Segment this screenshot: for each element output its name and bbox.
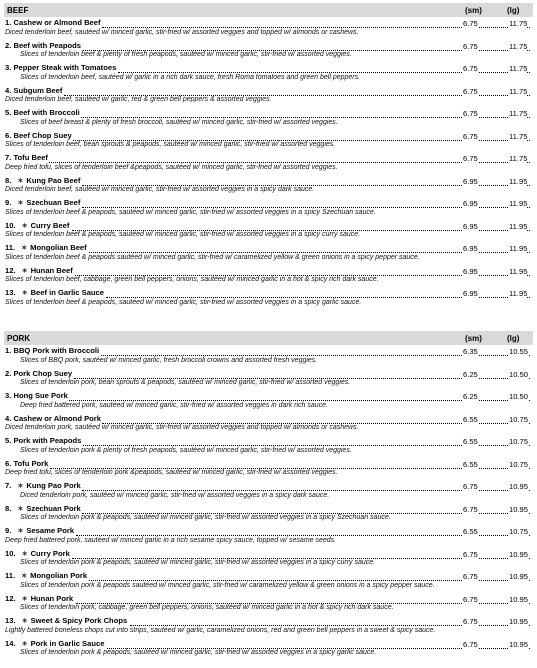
menu-item-heading <box>4 41 533 51</box>
item-name: Szechuan Beef <box>26 198 81 207</box>
menu-item[interactable] <box>4 615 533 638</box>
menu-item-heading <box>4 266 533 276</box>
item-description: Slices of tenderloin pork & plenty of fresh peapods, sautéed w/ minced garlic, stir-fried w/ assorted veggies. <box>20 446 352 454</box>
price-large: 10.55 <box>509 347 529 356</box>
menu-item-heading <box>4 108 533 118</box>
menu-item[interactable] <box>4 197 533 220</box>
item-number: 6. <box>5 130 12 140</box>
item-description: Deep fried battered pork, sautéed w/ minced garlic in a rich sesame spicy sauce, topped w/ sesame seeds. <box>5 536 337 544</box>
price-large: 11.75 <box>509 86 528 96</box>
item-description: Slices of tenderloin beef & peapods, sautéed w/ minced garlic, stir-fried w/ assorted veggies in a spicy curry sauce. <box>5 231 361 238</box>
menu-item[interactable] <box>4 593 533 616</box>
item-name: Mongolian Beef <box>30 243 87 252</box>
item-number: 10. <box>5 220 16 230</box>
price-large: 11.75 <box>509 41 528 51</box>
chili-pepper-icon: ✶ <box>21 550 28 558</box>
chili-pepper-icon: ✶ <box>21 222 28 230</box>
price-small: 6.35 <box>463 347 478 356</box>
chili-pepper-icon: ✶ <box>21 267 28 275</box>
menu-item-heading <box>4 243 533 253</box>
price-small: 6.75 <box>463 482 478 491</box>
item-description: Diced tenderloin beef, sautéed w/ minced garlic, stir-fried w/ assorted veggies and topped w/ almonds or cashews. <box>5 28 359 36</box>
price-small: 6.55 <box>463 459 478 469</box>
item-description: Slices of tenderloin beef & peapods sautéed w/ minced garlic, stir-fried w/ caramelized yellow & green onions in a spicy pepper sauce. <box>5 253 420 261</box>
price-large: 11.75 <box>509 64 528 73</box>
chili-pepper-icon: ✶ <box>17 177 24 185</box>
chili-pepper-icon: ✶ <box>21 290 28 297</box>
item-description: Slices of tenderloin beef, bean sprouts & peapods, sautéed w/ minced garlic, stir-fried w/ assorted veggies. <box>5 141 336 148</box>
menu-item-heading <box>4 176 533 186</box>
large-size-label: (lg) <box>507 333 520 343</box>
price-small: 6.75 <box>463 639 478 649</box>
menu-item-heading <box>4 198 533 208</box>
item-description: Deep fried battered pork, sautéed w/ minced garlic, stir-fried w/ assorted veggies in dark rich sauce. <box>20 401 329 409</box>
menu-item[interactable] <box>4 220 533 243</box>
chili-pepper-icon: ✶ <box>21 640 28 648</box>
item-number: 1. <box>5 346 12 355</box>
menu-item[interactable] <box>4 265 533 288</box>
item-description: Diced tenderloin beef, sautéed w/ minced garlic, stir-fried w/ assorted veggies in a spicy dark sauce. <box>5 186 315 193</box>
item-name: Kung Pao Pork <box>26 481 81 490</box>
menu-item[interactable] <box>4 62 533 85</box>
price-small: 6.95 <box>463 244 478 253</box>
menu-item[interactable] <box>4 435 533 458</box>
item-name: Pork Chop Suey <box>13 368 73 378</box>
section-title: BEEF <box>7 5 29 15</box>
chili-pepper-icon: ✶ <box>17 528 24 535</box>
price-small: 6.55 <box>463 437 478 446</box>
item-name: Beef with Broccoli <box>13 108 80 117</box>
price-large: 10.50 <box>509 392 529 401</box>
item-description: Slices of beef breast & plenty of fresh broccoli, sautéed w/ minced garlic, stir-fried w/ assorted veggies. <box>20 118 338 126</box>
price-small: 6.25 <box>463 392 478 401</box>
item-description: Lightly battered boneless chops cut into strips, sautéed w/ garlic, caramelized onions, red and green bell peppers in a sweet & spicy sauce. <box>5 626 436 634</box>
price-large: 10.75 <box>509 414 529 424</box>
item-number: 3. <box>5 391 12 400</box>
section-header <box>4 3 533 17</box>
menu-item[interactable] <box>4 525 533 548</box>
item-number: 6. <box>5 458 12 468</box>
menu-item[interactable] <box>4 368 533 391</box>
price-small: 6.75 <box>463 154 478 163</box>
price-large: 10.95 <box>509 572 529 581</box>
menu-item[interactable] <box>4 413 533 436</box>
item-name: Hong Sue Pork <box>13 391 68 400</box>
item-number: 9. <box>5 198 12 207</box>
menu-item-heading <box>4 369 533 379</box>
menu-item[interactable] <box>4 242 533 265</box>
item-name: Kung Pao Beef <box>26 175 81 185</box>
price-large: 10.95 <box>509 504 529 514</box>
menu-item-heading <box>4 436 533 446</box>
item-name: BBQ Pork with Broccoli <box>13 346 100 355</box>
menu-item-heading <box>4 571 533 581</box>
menu-item-heading <box>4 414 533 424</box>
item-description: Diced tenderloin beef, sautéed w/ garlic, red & green bell peppers & assorted veggies. <box>5 96 272 103</box>
price-small: 6.25 <box>463 369 478 379</box>
item-name: Szechuan Pork <box>26 503 81 513</box>
section-header <box>4 331 533 345</box>
item-name: Cashew or Almond Beef <box>13 18 101 27</box>
menu-item[interactable] <box>4 107 533 130</box>
item-name: Beef Chop Suey <box>13 130 72 140</box>
menu-item[interactable] <box>4 345 533 368</box>
item-number: 7. <box>5 153 12 162</box>
item-number: 4. <box>5 85 12 95</box>
item-description: Slices of BBQ pork, sautéed w/ minced garlic, fresh broccoli crowns and assorted fresh veggies. <box>20 356 318 364</box>
item-number: 2. <box>5 368 12 378</box>
price-small: 6.95 <box>463 199 478 208</box>
menu-item-heading <box>4 288 533 298</box>
menu-item-heading <box>4 594 533 604</box>
item-description: Deep fried tofu, slices of tenderloin pork &peapods, sautéed w/ minced garlic, stir-fried w/ assorted veggies. <box>5 469 338 476</box>
price-large: 10.75 <box>509 527 529 536</box>
item-description: Deep fried tofu, slices of tenderloin beef &peapods, sautéed w/ minced garlic, stir-fried w/ assorted veggies. <box>5 163 338 171</box>
price-large: 10.95 <box>509 594 529 604</box>
item-number: 8. <box>5 175 12 185</box>
menu-item[interactable] <box>4 638 533 661</box>
item-name: Curry Pork <box>30 548 70 558</box>
item-number: 3. <box>5 63 12 72</box>
item-number: 4. <box>5 413 12 423</box>
menu-item-heading <box>4 639 533 649</box>
price-large: 11.95 <box>509 199 528 208</box>
large-size-label: (lg) <box>507 5 520 15</box>
price-large: 10.75 <box>509 459 529 469</box>
price-large: 11.75 <box>509 131 528 141</box>
price-large: 11.95 <box>509 244 528 253</box>
item-description: Slices of tenderloin pork & peapods, sautéed w/ minced garlic, stir-fried w/ assorted veggies in a spicy Szechuan sauce. <box>20 514 391 521</box>
price-small: 6.95 <box>463 266 478 276</box>
price-small: 6.75 <box>463 617 478 626</box>
item-description: Slices of tenderloin beef & peapods, sautéed w/ minced garlic, stir-fried w/ assorted veggies in a spicy garlic sauce. <box>5 298 362 306</box>
item-description: Slices of tenderloin beef, cabbage, green bell peppers, onions, sautéed w/ minced garlic in a hot & spicy rich dark sauce. <box>5 276 379 283</box>
item-name: Pork with Peapods <box>13 436 82 445</box>
item-description: Slices of tenderloin beef & peapods, sautéed w/ minced garlic, stir-fried w/ assorted veggies in a spicy Szechuan sauce. <box>5 208 376 216</box>
item-description: Slices of tenderloin pork, cabbage, green bell peppers, onions, sautéed w/ minced garlic in a hot & spicy rich dark sauce. <box>20 604 394 611</box>
price-small: 6.75 <box>463 109 478 118</box>
menu-item[interactable] <box>4 458 533 481</box>
menu-item-heading <box>4 459 533 469</box>
item-name: Sesame Pork <box>26 526 75 535</box>
chili-pepper-icon: ✶ <box>21 245 28 252</box>
price-large: 11.95 <box>509 176 528 186</box>
menu-item[interactable] <box>4 503 533 526</box>
price-large: 11.95 <box>509 221 528 231</box>
item-number: 1. <box>5 18 12 27</box>
price-large: 10.95 <box>509 639 529 649</box>
price-large: 10.95 <box>509 482 529 491</box>
price-small: 6.55 <box>463 527 478 536</box>
item-name: Pepper Steak with Tomatoes <box>13 63 117 72</box>
menu-item-heading <box>4 63 533 73</box>
item-number: 2. <box>5 40 12 50</box>
price-large: 11.95 <box>509 289 528 298</box>
price-large: 11.95 <box>509 266 528 276</box>
item-number: 14. <box>5 638 16 648</box>
menu-item-heading <box>4 391 533 401</box>
item-number: 5. <box>5 436 12 445</box>
menu-item[interactable] <box>4 152 533 175</box>
price-small: 6.55 <box>463 414 478 424</box>
item-name: Mongolian Pork <box>30 571 88 580</box>
chili-pepper-icon: ✶ <box>21 618 28 625</box>
beef-section <box>4 3 533 310</box>
price-small: 6.95 <box>463 176 478 186</box>
item-description: Slices of tenderloin beef & plenty of fresh peapods, sautéed w/ minced garlic, stir-fried w/ assorted veggies. <box>20 51 352 58</box>
item-name: Beef in Garlic Sauce <box>30 288 105 297</box>
small-size-label: (sm) <box>465 333 482 343</box>
price-small: 6.75 <box>463 131 478 141</box>
chili-pepper-icon: ✶ <box>21 595 28 603</box>
menu-item-heading <box>4 153 533 163</box>
price-large: 11.75 <box>509 154 528 163</box>
item-number: 13. <box>5 616 16 625</box>
price-large: 10.95 <box>509 549 529 559</box>
item-name: Hunan Pork <box>30 593 74 603</box>
menu-item-heading <box>4 221 533 231</box>
price-small: 6.75 <box>463 549 478 559</box>
item-description: Diced tenderloin pork, sautéed w/ minced garlic, stir-fried w/ assorted veggies and topped w/ almonds or cashews. <box>5 424 359 431</box>
price-large: 11.75 <box>509 109 528 118</box>
item-number: 7. <box>5 481 12 490</box>
menu-item[interactable] <box>4 390 533 413</box>
menu-item[interactable] <box>4 85 533 108</box>
menu-item[interactable] <box>4 570 533 593</box>
item-name: Hunan Beef <box>30 265 73 275</box>
chili-pepper-icon: ✶ <box>17 505 24 513</box>
pork-section <box>4 331 533 660</box>
price-small: 6.75 <box>463 41 478 51</box>
item-name: Cashew or Almond Pork <box>13 413 101 423</box>
chili-pepper-icon: ✶ <box>17 483 24 490</box>
item-description: Slices of tenderloin pork & peapods sautéed w/ minced garlic, stir-fried w/ caramelized yellow & green onions in a spicy pepper sauce. <box>20 581 435 589</box>
price-small: 6.75 <box>463 572 478 581</box>
item-description: Slices of tenderloin pork, bean sprouts & peapods, sautéed w/ minced garlic, stir-fried w/ assorted veggies. <box>20 379 351 386</box>
menu-item-heading <box>4 86 533 96</box>
menu-item-heading <box>4 504 533 514</box>
price-large: 10.50 <box>509 369 529 379</box>
item-name: Curry Beef <box>30 220 70 230</box>
item-name: Tofu Pork <box>13 458 49 468</box>
section-title: PORK <box>7 333 31 343</box>
item-number: 5. <box>5 108 12 117</box>
price-small: 6.75 <box>463 86 478 96</box>
menu-item[interactable] <box>4 480 533 503</box>
price-small: 6.95 <box>463 289 478 298</box>
item-name: Sweet & Spicy Pork Chops <box>30 616 128 625</box>
item-number: 10. <box>5 548 16 558</box>
price-small: 6.75 <box>463 64 478 73</box>
menu-item-heading <box>4 526 533 536</box>
item-number: 8. <box>5 503 12 513</box>
item-description: Slices of tenderloin pork & peapods, sautéed w/ minced garlic, stir-fried w/ assorted veggies in a spicy curry sauce. <box>20 559 376 566</box>
menu-item-heading <box>4 481 533 491</box>
item-number: 13. <box>5 288 16 297</box>
price-small: 6.75 <box>463 504 478 514</box>
menu-item-heading <box>4 549 533 559</box>
price-small: 6.75 <box>463 594 478 604</box>
menu-item[interactable] <box>4 40 533 63</box>
price-large: 11.75 <box>509 19 528 28</box>
price-small: 6.95 <box>463 221 478 231</box>
menu-item-heading <box>4 616 533 626</box>
chili-pepper-icon: ✶ <box>21 573 28 580</box>
price-large: 10.75 <box>509 437 529 446</box>
item-name: Pork in Garlic Sauce <box>30 638 105 648</box>
item-number: 12. <box>5 265 16 275</box>
price-small: 6.75 <box>463 19 478 28</box>
small-size-label: (sm) <box>465 5 482 15</box>
item-number: 12. <box>5 593 16 603</box>
item-name: Beef with Peapods <box>13 40 81 50</box>
menu-item[interactable] <box>4 175 533 198</box>
item-number: 11. <box>5 571 16 580</box>
item-description: Slices of tenderloin beef, sautéed w/ garlic in a rich dark sauce, fresh Roma tomatoes and green bell peppers. <box>20 73 361 81</box>
item-name: Subgum Beef <box>13 85 63 95</box>
item-description: Diced tenderloin pork, sautéed w/ minced garlic, stir-fried w/ assorted veggies in a spicy dark sauce. <box>20 491 330 499</box>
item-name: Tofu Beef <box>13 153 48 162</box>
chili-pepper-icon: ✶ <box>17 200 24 207</box>
menu-item[interactable] <box>4 17 533 40</box>
menu-item[interactable] <box>4 287 533 310</box>
item-description: Slices of tenderloin pork & peapods, sautéed w/ minced garlic, stir-fried w/ assorted veggies in a spicy garlic sauce. <box>20 649 377 656</box>
menu-item[interactable] <box>4 548 533 571</box>
menu-item-heading <box>4 346 533 356</box>
menu-item-heading <box>4 131 533 141</box>
item-number: 9. <box>5 526 12 535</box>
item-number: 11. <box>5 243 16 252</box>
price-large: 10.95 <box>509 617 529 626</box>
menu-item[interactable] <box>4 130 533 153</box>
menu-item-heading <box>4 18 533 28</box>
